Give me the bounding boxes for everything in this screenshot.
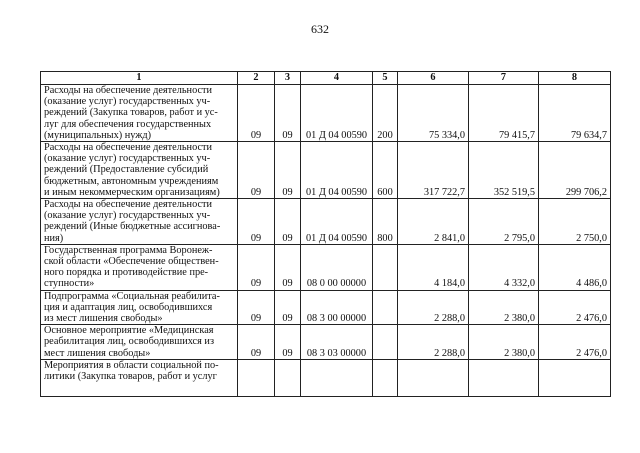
- expense-name-cell: Основное мероприятие «Медицинская реабилитация лиц, освободившихся из мест лишения свободы»: [41, 325, 238, 360]
- amount-col6-cell: [398, 359, 469, 396]
- amount-col8-cell: 2 750,0: [539, 199, 611, 245]
- target-article-cell: 08 0 00 00000: [301, 244, 373, 290]
- expense-type-cell: 600: [373, 142, 398, 199]
- amount-col6-cell: 2 288,0: [398, 290, 469, 325]
- target-article-cell: 01 Д 04 00590: [301, 199, 373, 245]
- amount-col6-cell: 2 288,0: [398, 325, 469, 360]
- amount-col7-cell: 79 415,7: [469, 85, 539, 142]
- header-row: [41, 72, 611, 85]
- amount-col6-cell: 2 841,0: [398, 199, 469, 245]
- amount-col8-cell: 299 706,2: [539, 142, 611, 199]
- subsection-code-cell: 09: [275, 244, 301, 290]
- amount-col7-cell: 352 519,5: [469, 142, 539, 199]
- amount-col6-cell: 317 722,7: [398, 142, 469, 199]
- column-header: 2: [238, 72, 275, 85]
- expense-type-cell: [373, 244, 398, 290]
- expense-type-cell: [373, 290, 398, 325]
- amount-col6-cell: 4 184,0: [398, 244, 469, 290]
- amount-col8-cell: 79 634,7: [539, 85, 611, 142]
- amount-col7-cell: 4 332,0: [469, 244, 539, 290]
- expense-type-cell: [373, 325, 398, 360]
- section-code-cell: 09: [238, 199, 275, 245]
- column-header: 3: [275, 72, 301, 85]
- subsection-code-cell: [275, 359, 301, 396]
- amount-col8-cell: 2 476,0: [539, 325, 611, 360]
- section-code-cell: [238, 359, 275, 396]
- target-article-cell: 01 Д 04 00590: [301, 142, 373, 199]
- section-code-cell: 09: [238, 290, 275, 325]
- column-header: 7: [469, 72, 539, 85]
- expense-name-cell: Расходы на обеспечение деятельности (оказание услуг) государственных уч- реждений (Иные бюджетные ассигнова- ния): [41, 199, 238, 245]
- section-code-cell: 09: [238, 142, 275, 199]
- expense-type-cell: 800: [373, 199, 398, 245]
- target-article-cell: 08 3 03 00000: [301, 325, 373, 360]
- table-row: [41, 142, 611, 199]
- amount-col6-cell: 75 334,0: [398, 85, 469, 142]
- column-header: 5: [373, 72, 398, 85]
- expense-name-cell: Подпрограмма «Социальная реабилита- ция и адаптация лиц, освободившихся из мест лишения свободы»: [41, 290, 238, 325]
- subsection-code-cell: 09: [275, 290, 301, 325]
- table-row: [41, 290, 611, 325]
- column-header: 8: [539, 72, 611, 85]
- subsection-code-cell: 09: [275, 85, 301, 142]
- target-article-cell: [301, 359, 373, 396]
- section-code-cell: 09: [238, 85, 275, 142]
- table-row: [41, 199, 611, 245]
- target-article-cell: 08 3 00 00000: [301, 290, 373, 325]
- table-row: [41, 85, 611, 142]
- section-code-cell: 09: [238, 325, 275, 360]
- table-row: [41, 325, 611, 360]
- expense-type-cell: [373, 359, 398, 396]
- expense-type-cell: 200: [373, 85, 398, 142]
- subsection-code-cell: 09: [275, 199, 301, 245]
- amount-col8-cell: 2 476,0: [539, 290, 611, 325]
- amount-col8-cell: [539, 359, 611, 396]
- amount-col7-cell: 2 380,0: [469, 290, 539, 325]
- expense-name-cell: Государственная программа Воронеж- ской области «Обеспечение обществен- ного порядка и противодействие пре- ступности»: [41, 244, 238, 290]
- target-article-cell: 01 Д 04 00590: [301, 85, 373, 142]
- amount-col8-cell: 4 486,0: [539, 244, 611, 290]
- expense-name-cell: Расходы на обеспечение деятельности (оказание услуг) государственных уч- реждений (Предоставление субсидий бюджетным, автономным учреждениям и иным некоммерческим организациям): [41, 142, 238, 199]
- subsection-code-cell: 09: [275, 142, 301, 199]
- expense-name-cell: Расходы на обеспечение деятельности (оказание услуг) государственных уч- реждений (Закупка товаров, работ и ус- луг для обеспечения государственных (муниципальных) нужд): [41, 85, 238, 142]
- subsection-code-cell: 09: [275, 325, 301, 360]
- amount-col7-cell: 2 795,0: [469, 199, 539, 245]
- expense-name-cell: Мероприятия в области социальной по- литики (Закупка товаров, работ и услуг: [41, 359, 238, 396]
- column-header: 1: [41, 72, 238, 85]
- page-number: 632: [311, 22, 329, 36]
- budget-table: [40, 71, 611, 397]
- table-row: [41, 244, 611, 290]
- amount-col7-cell: [469, 359, 539, 396]
- column-header: 4: [301, 72, 373, 85]
- column-header: 6: [398, 72, 469, 85]
- amount-col7-cell: 2 380,0: [469, 325, 539, 360]
- section-code-cell: 09: [238, 244, 275, 290]
- table-row: [41, 359, 611, 396]
